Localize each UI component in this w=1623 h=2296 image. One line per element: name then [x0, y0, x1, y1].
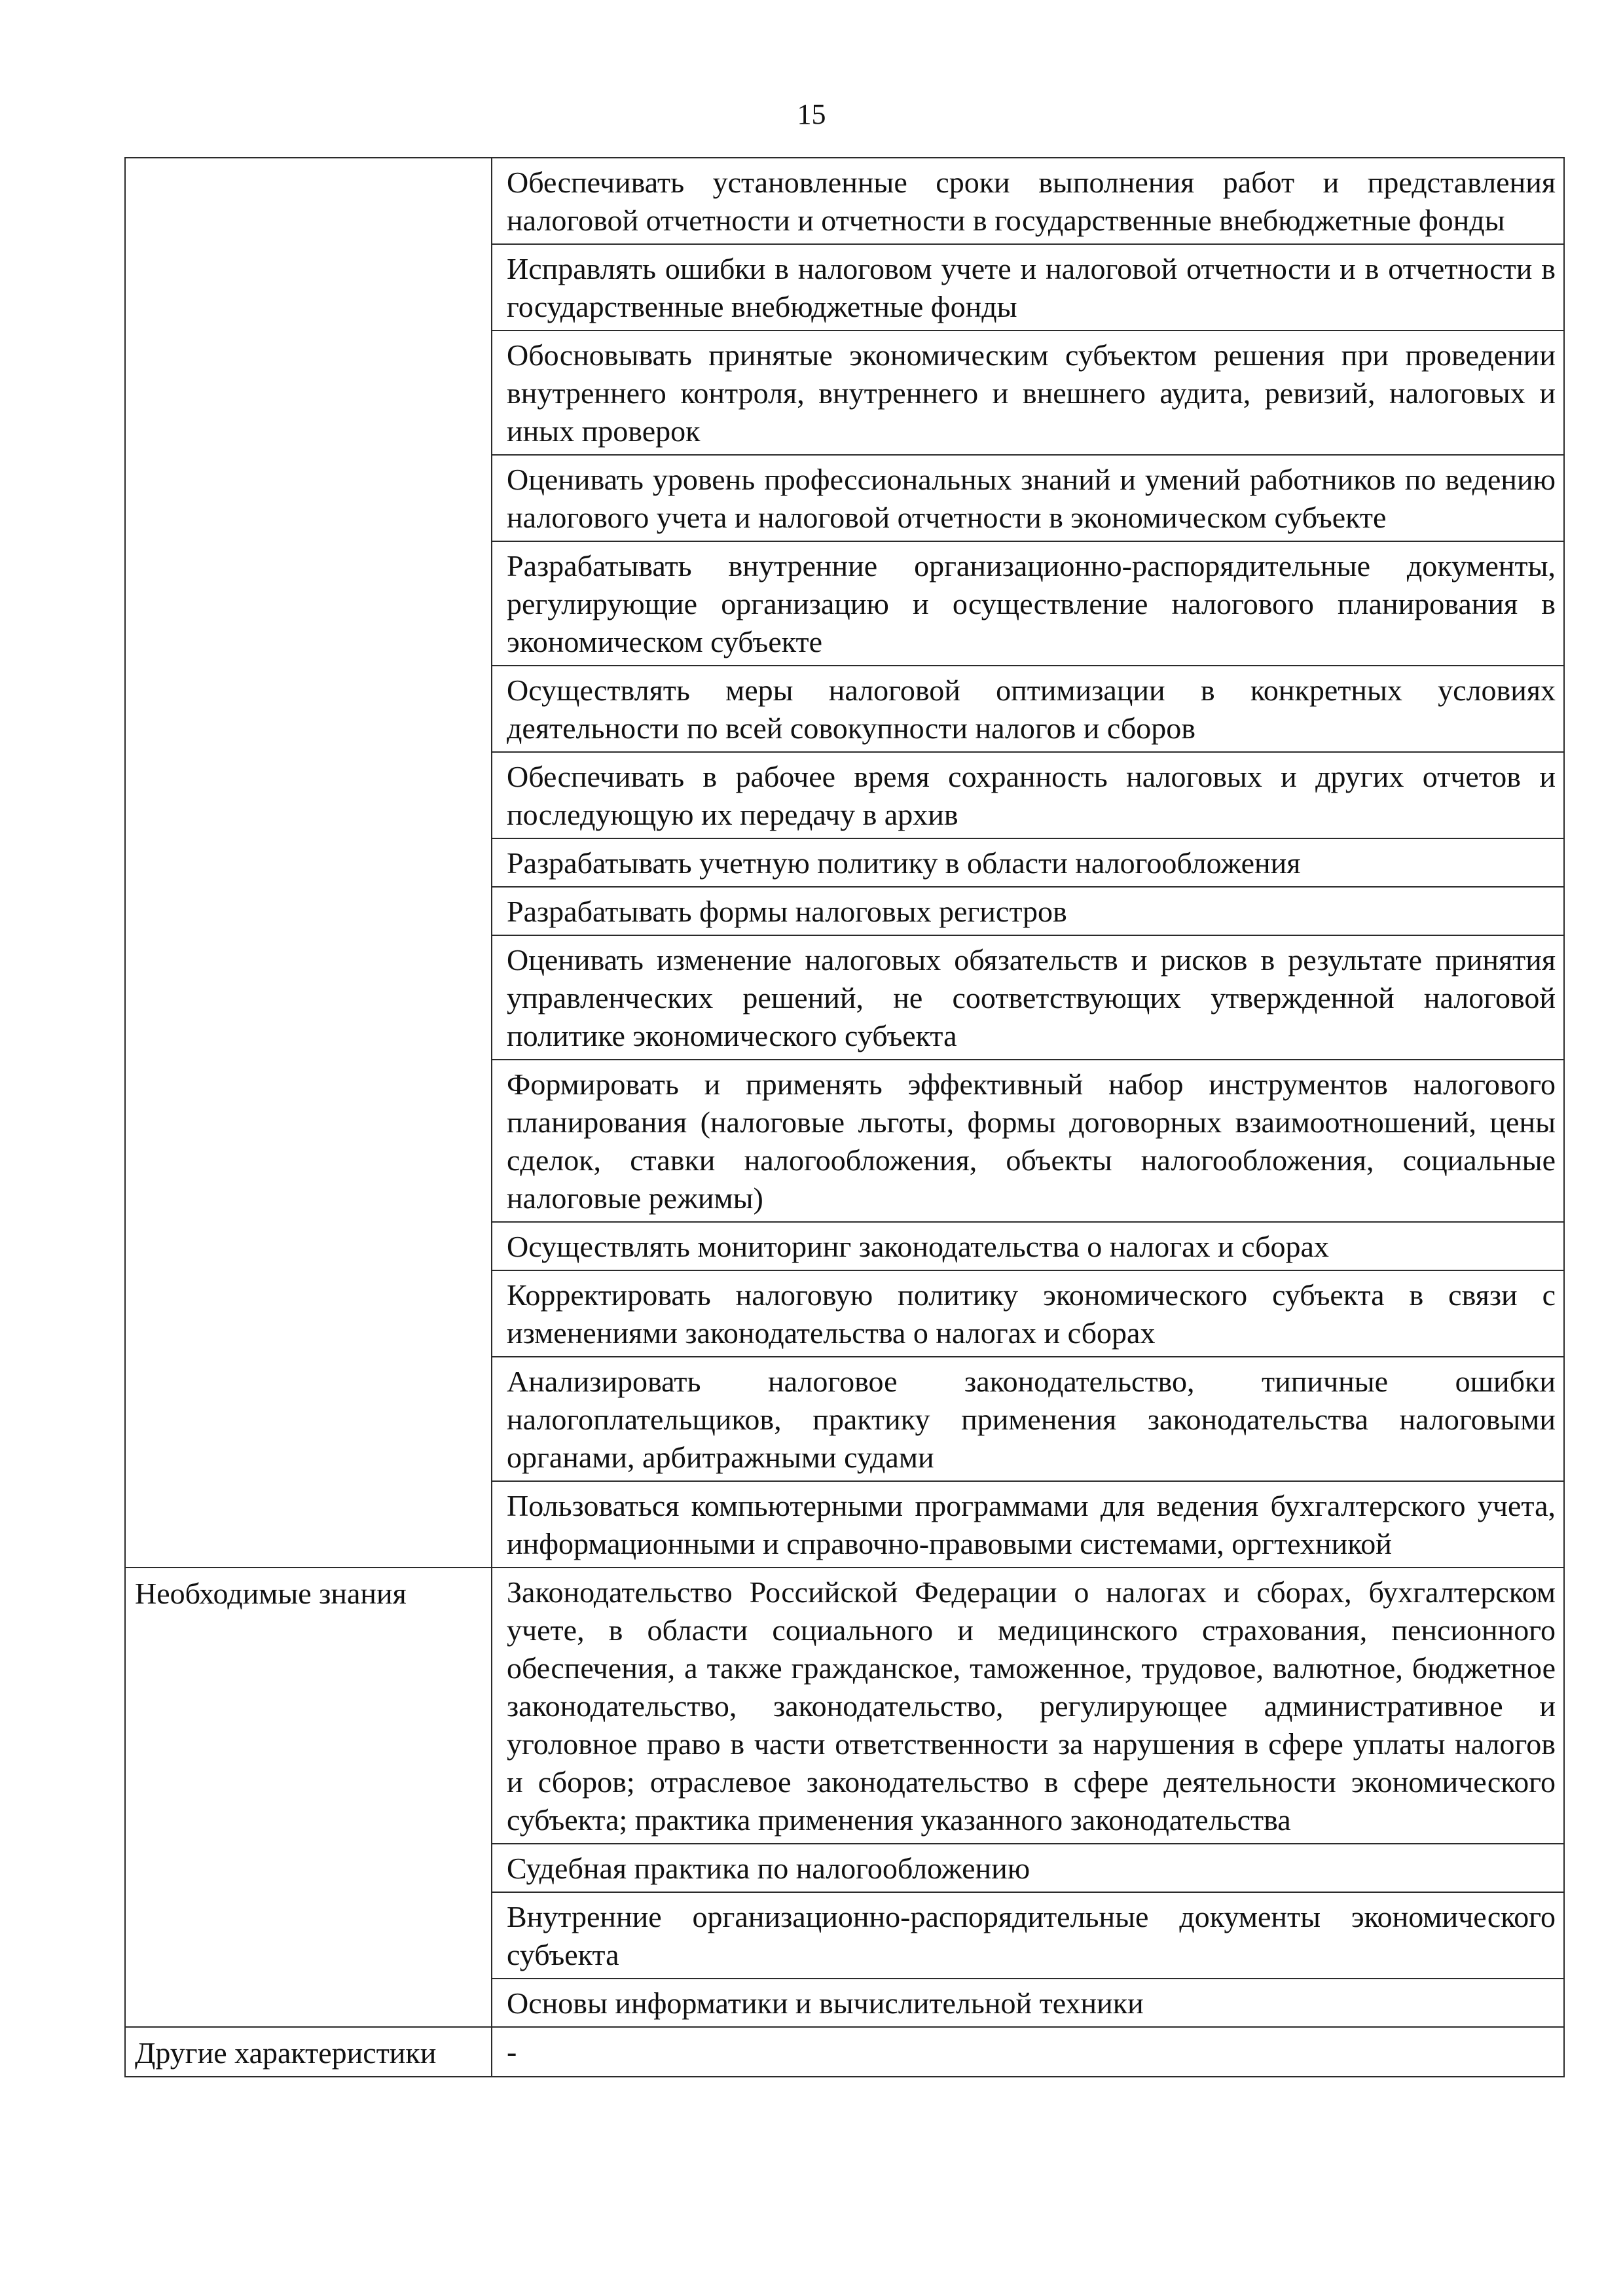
table-cell: -	[492, 2027, 1564, 2077]
table-row	[125, 331, 1564, 455]
table-cell: Формировать и применять эффективный набор инструментов налогового планирования (налоговые льготы, формы договорных взаимоотношений, цены сделок, ставки налогообложения, объекты налогообложения, социальные налоговые режимы)	[492, 1060, 1564, 1222]
table-row	[125, 455, 1564, 541]
row-label-other: Другие характеристики	[125, 2027, 492, 2077]
table-row	[125, 1357, 1564, 1481]
table-row	[125, 935, 1564, 1060]
table-cell: Разрабатывать внутренние организационно-распорядительные документы, регулирующие организацию и осуществление налогового планирования в экономическом субъекте	[492, 541, 1564, 666]
table-row	[125, 244, 1564, 331]
table-cell: Судебная практика по налогообложению	[492, 1844, 1564, 1892]
table-row	[125, 2027, 1564, 2077]
table-cell: Разрабатывать учетную политику в области налогообложения	[492, 838, 1564, 887]
table-cell: Разрабатывать формы налоговых регистров	[492, 887, 1564, 935]
table-cell: Осуществлять мониторинг законодательства о налогах и сборах	[492, 1222, 1564, 1270]
table-cell: Внутренние организационно-распорядительные документы экономического субъекта	[492, 1892, 1564, 1979]
table-row	[125, 666, 1564, 752]
table-cell: Основы информатики и вычислительной техники	[492, 1979, 1564, 2027]
table-row	[125, 541, 1564, 666]
table-row	[125, 838, 1564, 887]
table-cell: Обосновывать принятые экономическим субъектом решения при проведении внутреннего контроля, внутреннего и внешнего аудита, ревизий, налоговых и иных проверок	[492, 331, 1564, 455]
table-row	[125, 158, 1564, 244]
table-cell: Осуществлять меры налоговой оптимизации в конкретных условиях деятельности по всей совокупности налогов и сборов	[492, 666, 1564, 752]
table-row	[125, 1568, 1564, 1844]
row-label	[125, 158, 492, 244]
table-row	[125, 887, 1564, 935]
table-cell: Исправлять ошибки в налоговом учете и налоговой отчетности и в отчетности в государственные внебюджетные фонды	[492, 244, 1564, 331]
table-row	[125, 1270, 1564, 1357]
page-number: 15	[797, 98, 826, 130]
table-cell: Оценивать изменение налоговых обязательств и рисков в результате принятия управленческих решений, не соответствующих утвержденной налоговой политике экономического субъекта	[492, 935, 1564, 1060]
table-row	[125, 1481, 1564, 1568]
row-label-knowledge: Необходимые знания	[125, 1568, 492, 2027]
table-cell: Законодательство Российской Федерации о налогах и сборах, бухгалтерском учете, в области социального и медицинского страхования, пенсионного обеспечения, а также гражданское, таможенное, трудовое, валютное, бюджетное законодательство, законодательство, регулирующее административное и уголовное право в части ответственности за нарушения в сфере уплаты налогов и сборов; отраслевое законодательство в сфере деятельности экономического субъекта; практика применения указанного законодательства	[492, 1568, 1564, 1844]
table-cell: Анализировать налоговое законодательство, типичные ошибки налогоплательщиков, практику применения законодательства налоговыми органами, арбитражными судами	[492, 1357, 1564, 1481]
table-cell: Оценивать уровень профессиональных знаний и умений работников по ведению налогового учета и налоговой отчетности в экономическом субъекте	[492, 455, 1564, 541]
table-row	[125, 1222, 1564, 1270]
table-cell: Обеспечивать в рабочее время сохранность налоговых и других отчетов и последующую их передачу в архив	[492, 752, 1564, 838]
table-row	[125, 752, 1564, 838]
requirements-table	[124, 157, 1565, 2077]
table-row	[125, 1060, 1564, 1222]
table-cell: Корректировать налоговую политику экономического субъекта в связи с изменениями законодательства о налогах и сборах	[492, 1270, 1564, 1357]
table-cell: Обеспечивать установленные сроки выполнения работ и представления налоговой отчетности и отчетности в государственные внебюджетные фонды	[492, 158, 1564, 244]
table-cell: Пользоваться компьютерными программами для ведения бухгалтерского учета, информационными и справочно-правовыми системами, оргтехникой	[492, 1481, 1564, 1568]
